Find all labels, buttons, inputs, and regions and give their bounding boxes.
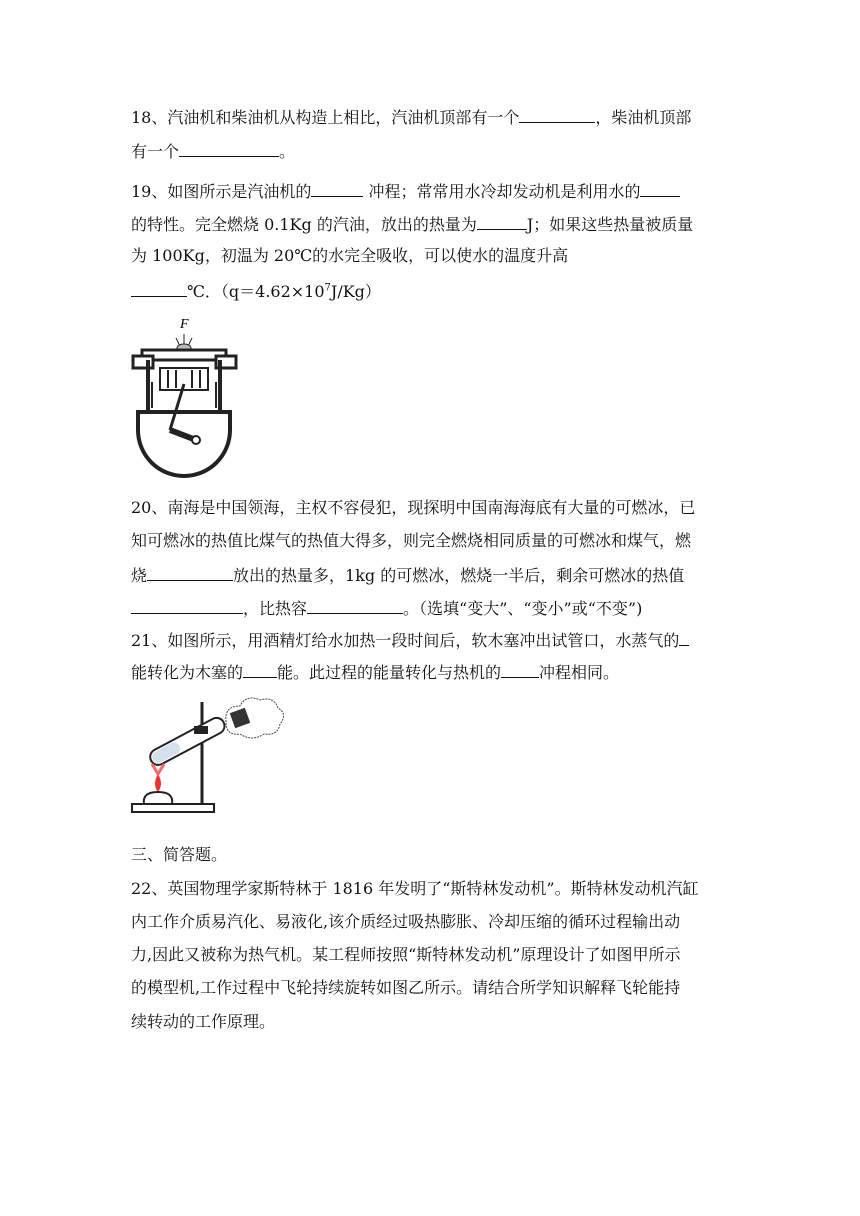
q21-text-2c: 冲程相同。 [539, 663, 620, 682]
q19-text-4a: ℃．（q＝4.62×10 [187, 282, 325, 301]
q21-text-1a: 21、如图所示，用酒精灯给水加热一段时间后，软木塞冲出试管口，水蒸气的 [131, 631, 680, 650]
spark-plug-label: F [180, 317, 189, 332]
q20-line-4 [131, 597, 642, 619]
q22-line-5: 续转动的工作原理。 [131, 1012, 276, 1031]
q19-line-3: 为 100Kg，初温为 20℃的水完全吸收，可以使水的温度升高 [131, 246, 569, 265]
q19-blank-2[interactable] [640, 180, 680, 197]
q21-blank-1[interactable] [679, 629, 689, 646]
q19-text-2a: 的特性。完全燃烧 0.1Kg 的汽油，放出的热量为 [131, 215, 477, 234]
q18-text-1b: ，柴油机顶部 [595, 108, 692, 127]
q19-line-1 [131, 180, 680, 202]
cylinder-head [142, 350, 226, 360]
q19-line-2 [131, 213, 693, 235]
q22-line-4: 的模型机,工作过程中飞轮持续旋转如图乙所示。请结合所学知识解释飞轮能持 [131, 978, 681, 997]
q18-blank-1[interactable] [519, 106, 595, 123]
q19-text-4b: J/Kg） [330, 282, 381, 301]
section-title: 三、简答题。 [131, 845, 228, 864]
q22-line-2: 内工作介质易汽化、易液化,该介质经过吸热膨胀、冷却压缩的循环过程输出动 [131, 912, 681, 931]
test-tube-figure [128, 692, 288, 822]
q20-line-3 [131, 564, 684, 586]
q20-text-4b: 。（选填“变大”、“变小”或“不变”) [403, 599, 643, 618]
q22-line-3: 力,因此又被称为热气机。某工程师按照“斯特林发动机”原理设计了如图甲所示 [131, 945, 681, 964]
engine-figure [130, 312, 240, 482]
q20-line-1: 20、南海是中国领海，主权不容侵犯，现探明中国南海海底有大量的可燃冰，已 [131, 498, 696, 517]
q21-blank-3[interactable] [501, 661, 539, 678]
q19-text-2b: J；如果这些热量被质量 [526, 215, 694, 234]
q19-blank-4[interactable] [131, 280, 187, 297]
q21-blank-2[interactable] [243, 661, 277, 678]
q20-text-4a: ，比热容 [243, 599, 308, 618]
q21-line-2 [131, 661, 619, 683]
q18-blank-2[interactable] [179, 140, 279, 157]
q21-line-1 [131, 629, 689, 651]
q20-blank-1[interactable] [147, 564, 233, 581]
alcohol-lamp [144, 792, 172, 804]
q21-text-2a: 能转化为木塞的 [131, 663, 244, 682]
q22-line-1: 22、英国物理学家斯特林于 1816 年发明了“斯特林发动机”。斯特林发动机汽缸 [131, 879, 699, 898]
q20-text-3b: 放出的热量多，1kg 的可燃冰，燃烧一半后，剩余可燃冰的热值 [233, 566, 685, 585]
q19-line-4 [131, 280, 381, 302]
q19-blank-1[interactable] [311, 180, 363, 197]
q20-blank-3[interactable] [307, 597, 403, 614]
crankcase [138, 412, 230, 476]
q19-text-1b: 冲程；常常用水冷却发动机是利用水的 [363, 182, 641, 201]
q21-text-2b: 能。此过程的能量转化与热机的 [277, 663, 502, 682]
q20-blank-2[interactable] [131, 597, 243, 614]
q18-text-2a: 有一个 [131, 142, 180, 161]
q18-text-1a: 18、汽油机和柴油机从构造上相比，汽油机顶部有一个 [131, 108, 520, 127]
q19-exponent: 7 [324, 282, 331, 294]
q20-line-2: 知可燃冰的热值比煤气的热值大得多，则完全燃烧相同质量的可燃冰和煤气，燃 [131, 531, 692, 550]
clamp [194, 726, 208, 734]
q20-text-3a: 烧 [131, 566, 148, 585]
q19-text-1a: 19、如图所示是汽油机的 [131, 182, 312, 201]
q18-line-1 [131, 106, 691, 128]
stand-base [132, 804, 214, 812]
q18-line-2 [131, 140, 295, 162]
q19-blank-3[interactable] [477, 213, 527, 230]
test-tube [147, 715, 227, 768]
q18-text-2b: 。 [279, 142, 296, 161]
